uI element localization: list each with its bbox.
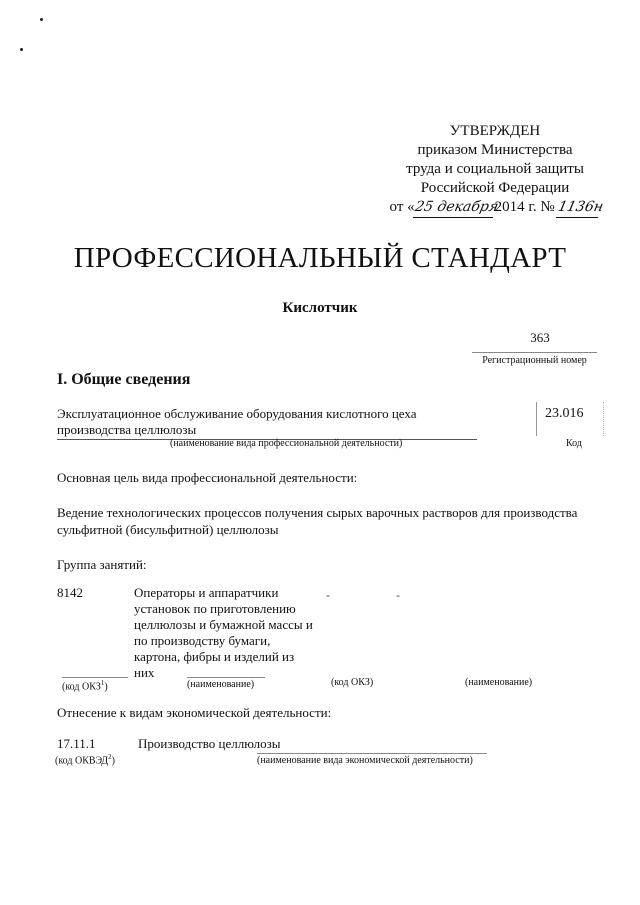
goal-label: Основная цель вида профессиональной деятельности: — [57, 470, 358, 485]
activity-caption: (наименование вида профессиональной деятельности) — [170, 438, 403, 449]
goal-text: Ведение технологических процессов получения сырых варочных растворов для производства сульфитной (бисульфитной) целлюлозы — [57, 505, 578, 537]
approval-block — [380, 122, 610, 218]
code-caption: Код — [566, 438, 582, 449]
handwritten-order-number: 1136н — [556, 198, 602, 218]
section-heading: I. Общие сведения — [57, 371, 191, 388]
okved-code: 17.11.1 — [57, 736, 96, 751]
okz-name: Операторы и аппаратчики установок по приготовлению целлюлозы и бумажной массы и по производству бумаги, картона, фибры и изделий из них — [134, 585, 313, 680]
approval-line: труда и социальной защиты — [406, 161, 584, 177]
footnote-mark: 2 — [108, 753, 112, 761]
approval-line: приказом Министерства — [417, 142, 573, 158]
okz-name-caption-2: (наименование) — [465, 677, 533, 688]
date-prefix: от « — [389, 199, 415, 215]
okved-name: Производство целлюлозы — [138, 736, 281, 751]
empty-okz-name: - — [396, 588, 400, 602]
caption-text: (код ОКЗ — [62, 681, 101, 693]
footnote-mark: 1 — [100, 679, 105, 687]
okz-name-caption: (наименование) — [187, 677, 265, 690]
okz-code-caption — [62, 677, 128, 692]
approval-line: Российской Федерации — [420, 180, 570, 196]
caption-text: (код ОКВЭД — [55, 755, 109, 767]
okz-code-caption-2: (код ОКЗ) — [331, 677, 374, 688]
registration-number: 363 — [530, 330, 550, 345]
caption-text: ) — [104, 681, 108, 693]
caption-text: ) — [111, 755, 115, 767]
registration-label: Регистрационный номер — [472, 352, 597, 366]
economic-activity-label: Отнесение к видам экономической деятельности: — [57, 705, 332, 720]
economic-activity-caption: (наименование вида экономической деятельности) — [257, 753, 487, 766]
approval-date-line — [380, 198, 610, 218]
profession-name: Кислотчик — [282, 300, 358, 316]
okz-code: 8142 — [57, 585, 83, 600]
group-label: Группа занятий: — [57, 557, 147, 572]
activity-code: 23.016 — [545, 406, 584, 421]
year-text: 2014 г. № — [494, 199, 555, 215]
handwritten-date: 25 декабря — [413, 198, 497, 218]
scan-speck — [20, 48, 23, 51]
okved-code-caption — [55, 753, 115, 766]
activity-name: Эксплуатационное обслуживание оборудования кислотного цеха производства целлюлозы — [57, 406, 477, 440]
empty-okz-code: - — [326, 588, 330, 602]
scan-speck — [40, 18, 43, 21]
document-title: ПРОФЕССИОНАЛЬНЫЙ СТАНДАРТ — [73, 242, 567, 274]
approval-title: УТВЕРЖДЕН — [449, 123, 541, 139]
